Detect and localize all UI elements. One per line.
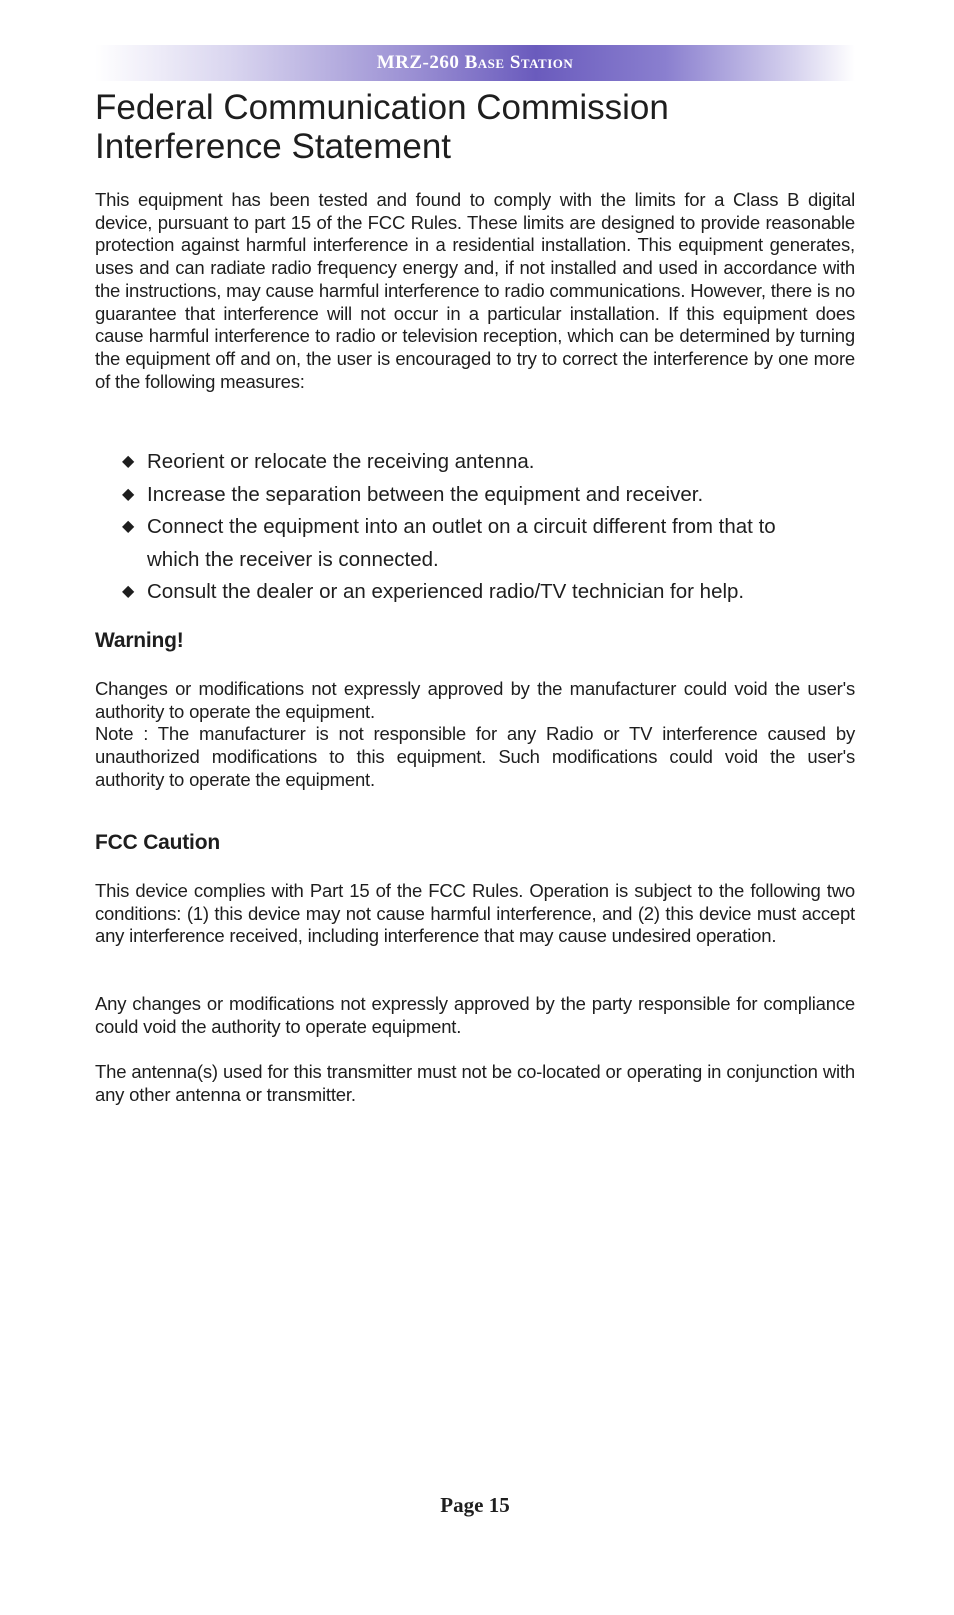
fcc-caution-heading: FCC Caution: [95, 831, 220, 854]
warning-text-1: Changes or modifications not expressly approved by the manufacturer could void the user's authority to operate the equipment.: [95, 678, 855, 722]
page-title-line2: Interference Statement: [95, 127, 452, 166]
diamond-bullet-icon: ◆: [122, 453, 135, 470]
list-item: [122, 446, 832, 479]
list-item: [122, 511, 832, 576]
warning-text: [95, 678, 855, 792]
page-title: [95, 88, 855, 166]
list-item: [122, 576, 832, 609]
intro-paragraph: This equipment has been tested and found to comply with the limits for a Class B digital device, pursuant to part 15 of the FCC Rules. These limits are designed to provide reasonable protection against harmful interference in a residential installation. This equipment generates, uses and can radiate radio frequency energy and, if not installed and used in accordance with the instructions, may cause harmful interference to radio communications. However, there is no guarantee that interference will not occur in a particular installation. If this equipment does cause harmful interference to radio or television reception, which can be determined by turning the equipment off and on, the user is encouraged to try to correct the interference by one more of the following measures:: [95, 189, 855, 392]
measure-text: Increase the separation between the equipment and receiver.: [147, 482, 704, 506]
page-title-line1: Federal Communication Commission: [95, 88, 669, 127]
page-number: Page 15: [440, 1493, 510, 1517]
fcc-caution-paragraph-3: The antenna(s) used for this transmitter must not be co-located or operating in conjunction with any other antenna or transmitter.: [95, 1061, 855, 1105]
measures-list: [122, 446, 832, 609]
warning-heading: Warning!: [95, 629, 184, 652]
measure-text: Consult the dealer or an experienced radio/TV technician for help.: [147, 580, 745, 603]
warning-note: Note : The manufacturer is not responsible for any Radio or TV interference caused by unauthorized modifications to this equipment. Such modifications could void the user's authority to operate the equipment.: [95, 723, 855, 790]
diamond-bullet-icon: ◆: [122, 485, 135, 503]
header-title: MRZ-260 Base Station: [376, 52, 574, 73]
diamond-bullet-icon: ◆: [122, 518, 135, 535]
list-item: [122, 479, 832, 512]
fcc-caution-paragraph-1: This device complies with Part 15 of the FCC Rules. Operation is subject to the following two conditions: (1) this device may not cause harmful interference, and (2) this device must accept any interference received, including interference that may cause undesired operation.: [95, 880, 855, 947]
measure-text: Connect the equipment into an outlet on a circuit different from that to which the receiver is connected.: [147, 515, 776, 571]
measure-text: Reorient or relocate the receiving antenna.: [147, 450, 535, 473]
diamond-bullet-icon: ◆: [122, 583, 135, 600]
fcc-caution-paragraph-2: Any changes or modifications not expressly approved by the party responsible for compliance could void the authority to operate equipment.: [95, 993, 855, 1037]
